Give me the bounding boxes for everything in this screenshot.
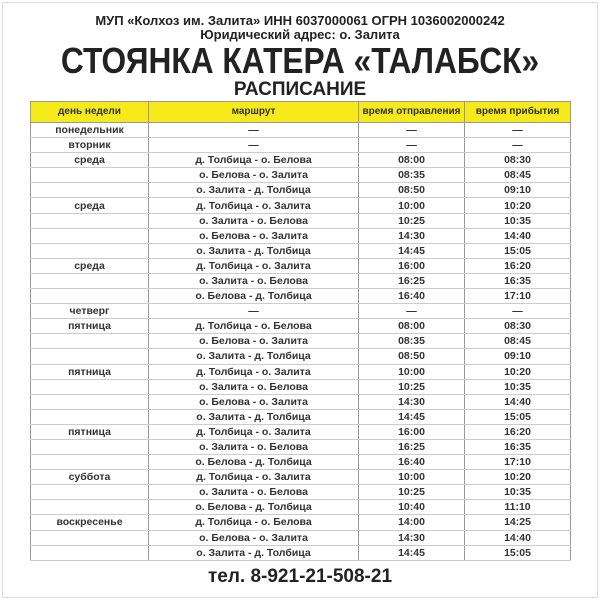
day-cell <box>31 394 149 409</box>
column-header-day: день недели <box>31 102 149 123</box>
arrival-cell: 08:45 <box>465 168 571 183</box>
arrival-cell: 09:10 <box>465 183 571 198</box>
table-row <box>31 213 571 228</box>
route-cell: — <box>149 138 359 153</box>
route-cell: о. Белова - о. Залита <box>149 530 359 545</box>
table-row <box>31 485 571 500</box>
departure-cell: 16:25 <box>359 439 465 454</box>
departure-cell: 08:35 <box>359 168 465 183</box>
route-cell: о. Белова - о. Залита <box>149 334 359 349</box>
column-header-route: маршрут <box>149 102 359 123</box>
departure-cell: 16:25 <box>359 273 465 288</box>
arrival-cell: 08:30 <box>465 319 571 334</box>
schedule-table <box>30 101 571 561</box>
departure-cell: 08:00 <box>359 319 465 334</box>
table-row <box>31 183 571 198</box>
route-cell: — <box>149 304 359 319</box>
phone-number: тел. 8-921-21-508-21 <box>207 566 393 587</box>
route-cell: о. Залита - о. Белова <box>149 273 359 288</box>
day-cell: вторник <box>31 138 149 153</box>
departure-cell: 16:40 <box>359 289 465 304</box>
day-cell: среда <box>31 258 149 273</box>
day-cell <box>31 334 149 349</box>
arrival-cell: 10:35 <box>465 213 571 228</box>
day-cell <box>31 439 149 454</box>
day-cell <box>31 273 149 288</box>
table-row <box>31 243 571 258</box>
table-row <box>31 138 571 153</box>
table-row <box>31 500 571 515</box>
day-cell <box>31 530 149 545</box>
table-header-row <box>31 102 571 123</box>
departure-cell: 10:25 <box>359 379 465 394</box>
arrival-cell: — <box>465 138 571 153</box>
route-cell: о. Белова - о. Залита <box>149 168 359 183</box>
column-header-arrival: время прибытия <box>465 102 571 123</box>
route-cell: о. Белова - д. Толбица <box>149 455 359 470</box>
arrival-cell: 16:20 <box>465 258 571 273</box>
route-cell: о. Залита - д. Толбица <box>149 349 359 364</box>
route-cell: о. Залита - д. Толбица <box>149 243 359 258</box>
arrival-cell: 15:05 <box>465 545 571 560</box>
table-row <box>31 515 571 530</box>
route-cell: о. Залита - о. Белова <box>149 379 359 394</box>
day-cell: понедельник <box>31 123 149 138</box>
arrival-cell: — <box>465 304 571 319</box>
table-row <box>31 455 571 470</box>
day-cell: среда <box>31 198 149 213</box>
table-row <box>31 424 571 439</box>
arrival-cell: 15:05 <box>465 409 571 424</box>
arrival-cell: 10:35 <box>465 379 571 394</box>
day-cell: пятница <box>31 424 149 439</box>
table-row <box>31 258 571 273</box>
day-cell <box>31 349 149 364</box>
departure-cell: 16:40 <box>359 455 465 470</box>
route-cell: о. Белова - о. Залита <box>149 228 359 243</box>
table-row <box>31 319 571 334</box>
departure-cell: 10:00 <box>359 198 465 213</box>
day-cell <box>31 168 149 183</box>
table-row <box>31 349 571 364</box>
route-cell: д. Толбица - о. Залита <box>149 198 359 213</box>
schedule-body <box>31 123 571 561</box>
departure-cell: 14:45 <box>359 545 465 560</box>
route-cell: д. Толбица - о. Белова <box>149 319 359 334</box>
day-cell: четверг <box>31 304 149 319</box>
arrival-cell: 08:30 <box>465 153 571 168</box>
day-cell <box>31 289 149 304</box>
table-row <box>31 153 571 168</box>
departure-cell: — <box>359 304 465 319</box>
departure-cell: 14:00 <box>359 515 465 530</box>
day-cell <box>31 500 149 515</box>
table-row <box>31 228 571 243</box>
table-row <box>31 530 571 545</box>
route-cell: о. Белова - д. Толбица <box>149 500 359 515</box>
table-row <box>31 304 571 319</box>
route-cell: о. Залита - д. Толбица <box>149 545 359 560</box>
route-cell: о. Залита - о. Белова <box>149 213 359 228</box>
departure-cell: 10:25 <box>359 485 465 500</box>
arrival-cell: 09:10 <box>465 349 571 364</box>
arrival-cell: 08:45 <box>465 334 571 349</box>
departure-cell: 10:00 <box>359 364 465 379</box>
route-cell: о. Залита - о. Белова <box>149 439 359 454</box>
departure-cell: 08:35 <box>359 334 465 349</box>
arrival-cell: 10:20 <box>465 470 571 485</box>
route-cell: о. Залита - д. Толбица <box>149 409 359 424</box>
day-cell: воскресенье <box>31 515 149 530</box>
table-row <box>31 123 571 138</box>
day-cell <box>31 455 149 470</box>
arrival-cell: 10:35 <box>465 485 571 500</box>
table-row <box>31 409 571 424</box>
arrival-cell: 11:10 <box>465 500 571 515</box>
route-cell: д. Толбица - о. Залита <box>149 470 359 485</box>
arrival-cell: 16:35 <box>465 273 571 288</box>
departure-cell: 16:00 <box>359 258 465 273</box>
table-row <box>31 198 571 213</box>
departure-cell: — <box>359 123 465 138</box>
departure-cell: 10:40 <box>359 500 465 515</box>
departure-cell: 10:25 <box>359 213 465 228</box>
day-cell: пятница <box>31 319 149 334</box>
day-cell <box>31 213 149 228</box>
day-cell: суббота <box>31 470 149 485</box>
table-row <box>31 470 571 485</box>
departure-cell: 14:30 <box>359 228 465 243</box>
route-cell: о. Залита - о. Белова <box>149 485 359 500</box>
day-cell <box>31 183 149 198</box>
day-cell <box>31 409 149 424</box>
arrival-cell: 16:20 <box>465 424 571 439</box>
departure-cell: 14:30 <box>359 394 465 409</box>
arrival-cell: 14:40 <box>465 228 571 243</box>
arrival-cell: 16:35 <box>465 439 571 454</box>
route-cell: о. Белова - о. Залита <box>149 394 359 409</box>
column-header-departure: время отправления <box>359 102 465 123</box>
arrival-cell: 14:40 <box>465 394 571 409</box>
departure-cell: 14:30 <box>359 530 465 545</box>
arrival-cell: 10:20 <box>465 198 571 213</box>
route-cell: о. Залита - д. Толбица <box>149 183 359 198</box>
table-row <box>31 289 571 304</box>
day-cell <box>31 243 149 258</box>
arrival-cell: — <box>465 123 571 138</box>
route-cell: д. Толбица - о. Залита <box>149 258 359 273</box>
departure-cell: 08:00 <box>359 153 465 168</box>
departure-cell: 16:00 <box>359 424 465 439</box>
departure-cell: — <box>359 138 465 153</box>
legal-address: Юридический адрес: о. Залита <box>200 27 400 42</box>
route-cell: о. Белова - д. Толбица <box>149 289 359 304</box>
page-title: СТОЯНКА КАТЕРА «ТАЛАБСК» <box>60 40 540 81</box>
table-row <box>31 273 571 288</box>
day-cell <box>31 485 149 500</box>
departure-cell: 10:00 <box>359 470 465 485</box>
route-cell: д. Толбица - о. Залита <box>149 424 359 439</box>
day-cell <box>31 545 149 560</box>
table-row <box>31 545 571 560</box>
departure-cell: 08:50 <box>359 349 465 364</box>
arrival-cell: 10:20 <box>465 364 571 379</box>
day-cell: среда <box>31 153 149 168</box>
day-cell <box>31 228 149 243</box>
table-row <box>31 334 571 349</box>
route-cell: — <box>149 123 359 138</box>
arrival-cell: 17:10 <box>465 455 571 470</box>
departure-cell: 08:50 <box>359 183 465 198</box>
arrival-cell: 17:10 <box>465 289 571 304</box>
route-cell: д. Толбица - о. Белова <box>149 515 359 530</box>
route-cell: д. Толбица - о. Белова <box>149 153 359 168</box>
organization-info: МУП «Колхоз им. Залита» ИНН 6037000061 ОГРН 1036002000242 <box>95 13 505 28</box>
departure-cell: 14:45 <box>359 243 465 258</box>
table-row <box>31 364 571 379</box>
table-row <box>31 168 571 183</box>
day-cell <box>31 379 149 394</box>
table-row <box>31 439 571 454</box>
departure-cell: 14:45 <box>359 409 465 424</box>
day-cell: пятница <box>31 364 149 379</box>
page-subtitle: РАСПИСАНИЕ <box>233 79 367 100</box>
arrival-cell: 15:05 <box>465 243 571 258</box>
table-row <box>31 379 571 394</box>
arrival-cell: 14:25 <box>465 515 571 530</box>
route-cell: д. Толбица - о. Залита <box>149 364 359 379</box>
table-row <box>31 394 571 409</box>
arrival-cell: 14:40 <box>465 530 571 545</box>
